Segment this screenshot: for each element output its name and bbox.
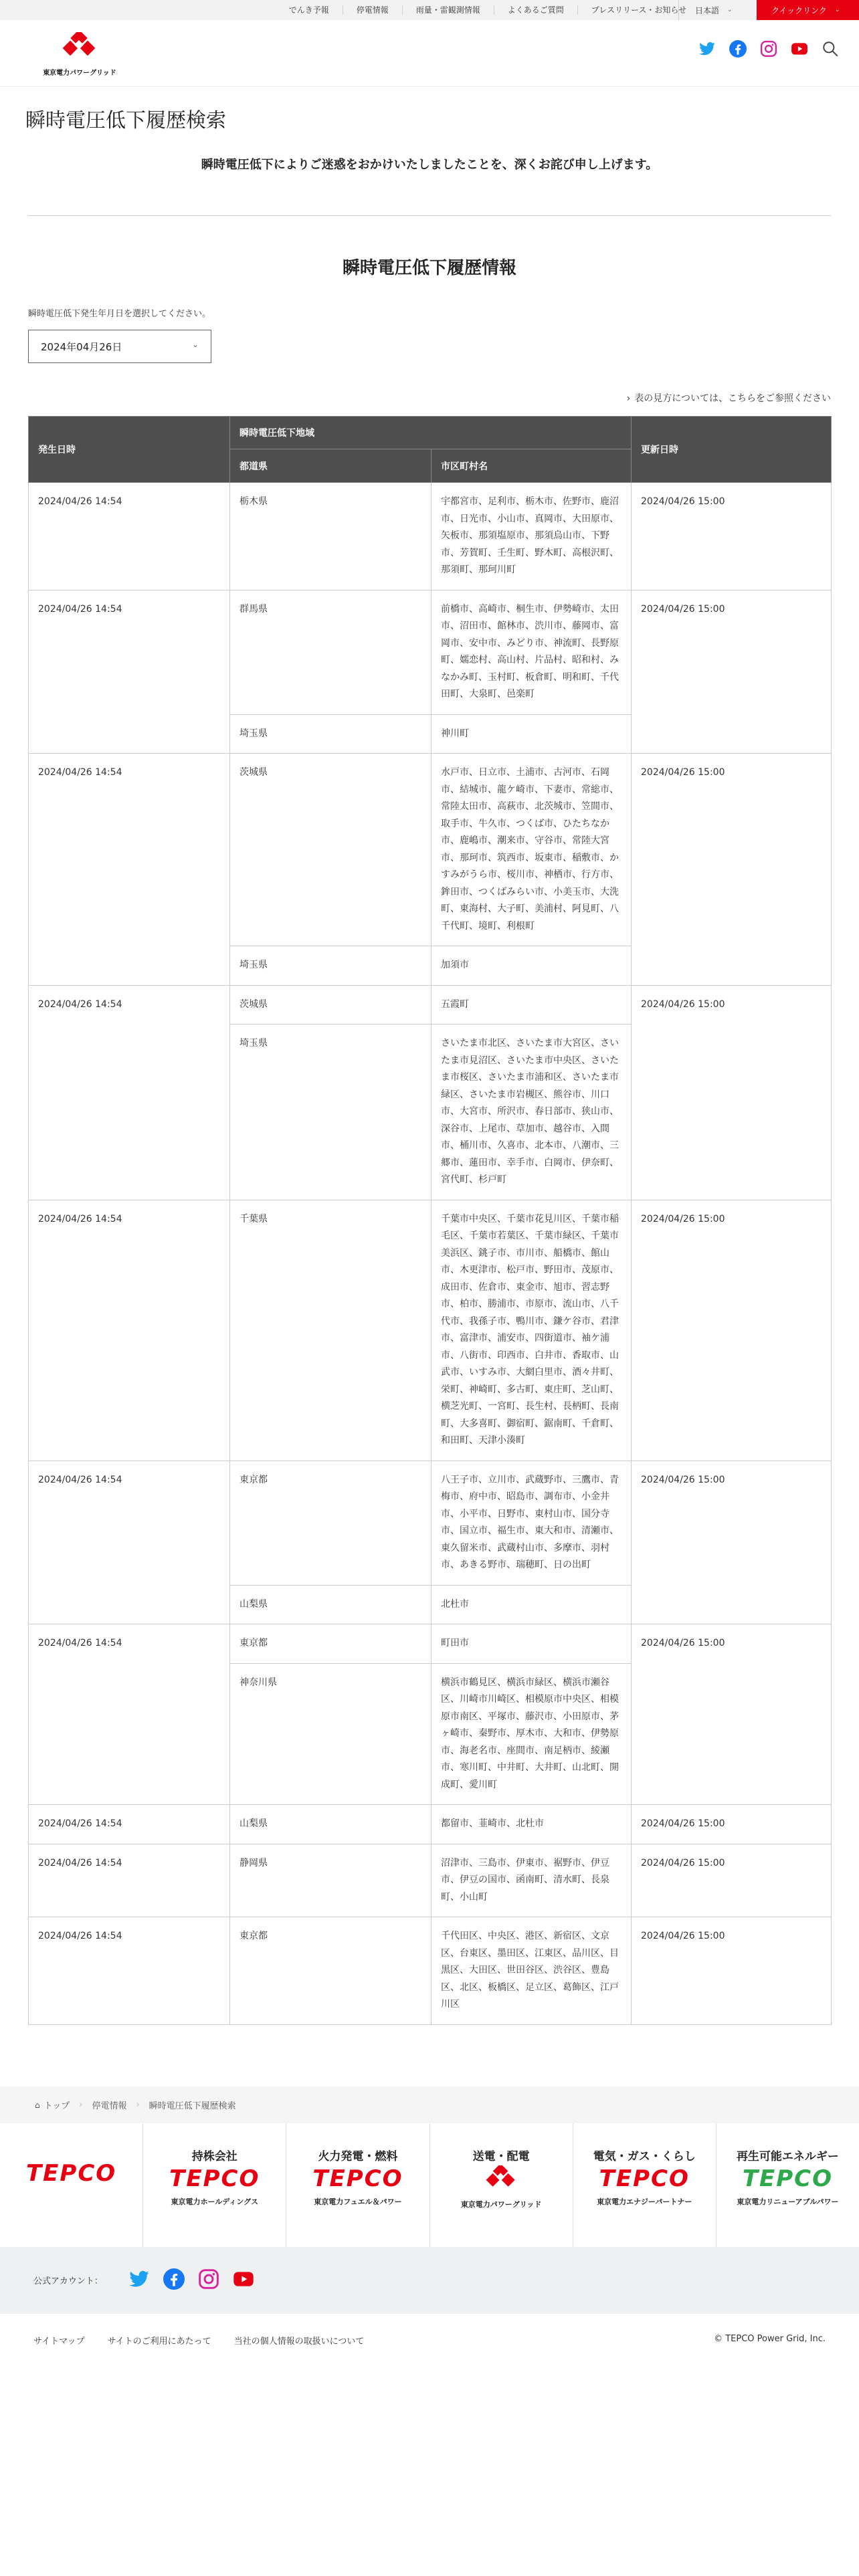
occurred-cell: 2024/04/26 14:54 [29, 590, 230, 754]
youtube-icon[interactable] [233, 2268, 254, 2290]
city-cell: 八王子市、立川市、武蔵野市、三鷹市、青梅市、府中市、昭島市、調布市、小金井市、小平市、日野市、東村山市、国分寺市、国立市、福生市、東大和市、清瀬市、東久留米市、武蔵村山市、多摩市、羽村市、あきる野市、瑞穂町、日の出町 [432, 1461, 632, 1585]
date-select[interactable] [28, 330, 211, 363]
prefecture-cell: 茨城県 [230, 985, 432, 1025]
occurred-cell: 2024/04/26 14:54 [29, 483, 230, 591]
language-select[interactable] [678, 0, 739, 20]
utility-nav [276, 0, 700, 20]
group-companies [0, 2123, 859, 2247]
chevron-down-icon: ⌄ [727, 7, 733, 13]
utility-bar [0, 0, 859, 20]
company-head: 電気・ガス・くらし [593, 2150, 696, 2163]
occurred-cell: 2024/04/26 14:54 [29, 985, 230, 1200]
table-row [29, 483, 832, 591]
city-cell: 北杜市 [432, 1585, 632, 1624]
breadcrumb-current: 瞬時電圧低下履歴検索 [149, 2101, 236, 2111]
breadcrumb-outage-info[interactable]: 停電情報 [92, 2101, 127, 2111]
nav-outage-info[interactable]: 停電情報 [343, 5, 402, 15]
prefecture-cell: 埼玉県 [230, 946, 432, 986]
updated-cell: 2024/04/26 15:00 [632, 754, 832, 986]
tepco-logo: TEPCO [25, 2160, 117, 2187]
twitter-icon[interactable] [698, 40, 716, 58]
table-row [29, 1200, 832, 1461]
company-fuel-power[interactable] [286, 2123, 429, 2247]
prefecture-cell: 栃木県 [230, 483, 432, 591]
date-select-value: 2024年04月26日 [41, 341, 122, 353]
city-cell: 町田市 [432, 1624, 632, 1664]
chevron-down-icon: ⌄ [834, 7, 840, 13]
updated-cell: 2024/04/26 15:00 [632, 1624, 832, 1805]
tepco-grid-logo-icon [486, 2165, 516, 2192]
chevron-right-icon: › [136, 2100, 140, 2110]
howto-link[interactable] [627, 391, 831, 405]
site-footer [0, 2314, 859, 2367]
youtube-icon[interactable] [791, 40, 808, 58]
instagram-icon[interactable] [198, 2268, 219, 2290]
prefecture-cell: 東京都 [230, 1624, 432, 1664]
occurred-cell: 2024/04/26 14:54 [29, 1461, 230, 1624]
footer-links [33, 2334, 387, 2347]
header-city: 市区町村名 [432, 449, 632, 483]
city-cell: 千代田区、中央区、港区、新宿区、文京区、台東区、墨田区、江東区、品川区、目黒区、大田区、世田谷区、渋谷区、豊島区、北区、板橋区、足立区、葛飾区、江戸川区 [432, 1917, 632, 2025]
occurred-cell: 2024/04/26 14:54 [29, 1805, 230, 1844]
site-logo[interactable] [29, 32, 130, 77]
howto-link-label: 表の見方については、こちらをご参照ください [634, 393, 831, 404]
date-select-label: 瞬時電圧低下発生年月日を選択してください。 [28, 309, 211, 319]
prefecture-cell: 静岡県 [230, 1844, 432, 1917]
tepco-logo: TEPCO [742, 2165, 834, 2192]
city-cell: さいたま市北区、さいたま市大宮区、さいたま市見沼区、さいたま市中央区、さいたま市桜区、さいたま市浦和区、さいたま市緑区、さいたま市岩槻区、熊谷市、川口市、大宮市、所沢市、春日部市、狭山市、深谷市、上尾市、草加市、越谷市、入間市、桶川市、久喜市、北本市、八潮市、三郷市、蓮田市、幸手市、白岡市、伊奈町、宮代町、杉戸町 [432, 1025, 632, 1200]
updated-cell: 2024/04/26 15:00 [632, 1805, 832, 1844]
table-row [29, 590, 832, 714]
header-occurred: 発生日時 [29, 417, 230, 483]
city-cell: 神川町 [432, 714, 632, 754]
facebook-icon[interactable] [729, 40, 747, 58]
updated-cell: 2024/04/26 15:00 [632, 1200, 832, 1461]
apology-message: 瞬時電圧低下によりご迷惑をおかけいたしましたことを、深くお詫び申し上げます。 [201, 158, 658, 172]
updated-cell: 2024/04/26 15:00 [632, 1461, 832, 1624]
footer-link-privacy[interactable]: 当社の個人情報の取扱いについて [233, 2337, 365, 2347]
nav-denki-yoho[interactable]: でんき予報 [288, 5, 329, 15]
occurred-cell: 2024/04/26 14:54 [29, 754, 230, 986]
updated-cell: 2024/04/26 15:00 [632, 590, 832, 754]
city-cell: 沼津市、三島市、伊東市、裾野市、伊豆市、伊豆の国市、函南町、清水町、長泉町、小山町 [432, 1844, 632, 1917]
chevron-right-icon: › [79, 2100, 83, 2110]
history-table [28, 416, 832, 2025]
breadcrumb-top[interactable]: トップ [43, 2101, 70, 2111]
header-prefecture: 都道県 [230, 449, 432, 483]
updated-cell: 2024/04/26 15:00 [632, 1917, 832, 2025]
prefecture-cell: 東京都 [230, 1917, 432, 2025]
logo-text: 東京電力パワーグリッド [43, 70, 116, 77]
prefecture-cell: 茨城県 [230, 754, 432, 946]
occurred-cell: 2024/04/26 14:54 [29, 1917, 230, 2025]
quick-link-button[interactable] [757, 0, 859, 20]
city-cell: 加須市 [432, 946, 632, 986]
search-icon[interactable] [822, 40, 839, 58]
nav-press-release[interactable]: プレスリリース・お知らせ [577, 5, 700, 15]
table-row [29, 1461, 832, 1585]
table-row [29, 1917, 832, 2025]
company-renewable-power[interactable] [716, 2123, 859, 2247]
table-row [29, 1844, 832, 1917]
chevron-down-icon: ⌄ [191, 340, 199, 349]
tepco-grid-logo-icon [62, 32, 97, 62]
occurred-cell: 2024/04/26 14:54 [29, 1844, 230, 1917]
city-cell: 横浜市鶴見区、横浜市緑区、横浜市瀬谷区、川崎市川崎区、相模原市中央区、相模原市南区、平塚市、藤沢市、小田原市、茅ヶ崎市、秦野市、厚木市、大和市、伊勢原市、海老名市、座間市、南足柄市、綾瀬市、寒川町、中井町、大井町、山北町、開成町、愛川町 [432, 1663, 632, 1805]
twitter-icon[interactable] [128, 2268, 150, 2290]
city-cell: 水戸市、日立市、土浦市、古河市、石岡市、結城市、龍ケ崎市、下妻市、常総市、常陸太田市、高萩市、北茨城市、笠間市、取手市、牛久市、つくば市、ひたちなか市、鹿嶋市、潮来市、守谷市、常陸大宮市、那珂市、筑西市、坂東市、稲敷市、かすみがうら市、桜川市、神栖市、行方市、鉾田市、つくばみらい市、小美玉市、大洗町、東海村、大子町、美浦村、阿見町、八千代町、境町、利根町 [432, 754, 632, 946]
header-social [698, 40, 839, 58]
language-label: 日本語 [695, 5, 720, 15]
city-cell: 五霞町 [432, 985, 632, 1025]
prefecture-cell: 埼玉県 [230, 714, 432, 754]
table-row [29, 1805, 832, 1844]
company-head: 持株会社 [191, 2150, 237, 2163]
table-row [29, 1624, 832, 1664]
updated-cell: 2024/04/26 15:00 [632, 1844, 832, 1917]
table-body [29, 483, 832, 2025]
prefecture-cell: 埼玉県 [230, 1025, 432, 1200]
updated-cell: 2024/04/26 15:00 [632, 483, 832, 591]
site-header [0, 20, 859, 87]
company-holdings[interactable] [142, 2123, 286, 2247]
company-name: 東京電力フュエル＆パワー [314, 2197, 402, 2206]
company-tepco[interactable] [0, 2123, 142, 2247]
company-head: 火力発電・燃料 [318, 2150, 398, 2163]
facebook-icon[interactable] [163, 2268, 185, 2290]
chevron-right-icon: › [626, 393, 631, 404]
company-head [0, 2147, 142, 2160]
header-updated: 更新日時 [632, 417, 832, 483]
prefecture-cell: 神奈川県 [230, 1663, 432, 1805]
page-title: 瞬時電圧低下履歴検索 [25, 109, 226, 132]
company-head: 再生可能エネルギー [736, 2150, 839, 2163]
city-cell: 都留市、韮崎市、北杜市 [432, 1805, 632, 1844]
tepco-logo: TEPCO [169, 2165, 260, 2192]
home-icon: ⌂ [35, 2100, 40, 2110]
updated-cell: 2024/04/26 15:00 [632, 985, 832, 1200]
city-cell: 前橋市、高崎市、桐生市、伊勢崎市、太田市、沼田市、館林市、渋川市、藤岡市、富岡市、安中市、みどり市、神流町、長野原町、嬬恋村、高山村、片品村、昭和村、みなかみ町、玉村町、板倉町、明和町、千代田町、大泉町、邑楽町 [432, 590, 632, 714]
company-name: 東京電力ホールディングス [171, 2197, 259, 2206]
tepco-logo: TEPCO [599, 2165, 690, 2192]
official-accounts-icons [128, 2268, 254, 2290]
footer-link-sitemap[interactable]: サイトマップ [33, 2337, 85, 2347]
table-row [29, 985, 832, 1025]
company-name: 東京電力エナジーパートナー [597, 2197, 692, 2206]
nav-faq[interactable]: よくあるご質問 [494, 5, 577, 15]
prefecture-cell: 群馬県 [230, 590, 432, 714]
quick-link-label: クイックリンク [771, 5, 827, 15]
official-accounts [0, 2247, 859, 2314]
city-cell: 千葉市中央区、千葉市花見川区、千葉市稲毛区、千葉市若葉区、千葉市緑区、千葉市美浜区、銚子市、市川市、船橋市、館山市、木更津市、松戸市、野田市、茂原市、成田市、佐倉市、東金市、旭市、習志野市、柏市、勝浦市、市原市、流山市、八千代市、我孫子市、鴨川市、鎌ケ谷市、君津市、富津市、浦安市、四街道市、袖ケ浦市、八街市、印西市、白井市、香取市、山武市、いすみ市、大網白里市、酒々井町、栄町、神崎町、多古町、東庄町、芝山町、横芝光町、一宮町、長生村、長柄町、長南町、大多喜町、御宿町、鋸南町、千倉町、和田町、天津小湊町 [432, 1200, 632, 1461]
table-row [29, 754, 832, 946]
company-power-grid[interactable] [430, 2123, 573, 2247]
nav-rain-lightning[interactable]: 雨量・雷観測情報 [402, 5, 494, 15]
section-title: 瞬時電圧低下履歴情報 [342, 258, 516, 278]
prefecture-cell: 山梨県 [230, 1805, 432, 1844]
occurred-cell: 2024/04/26 14:54 [29, 1200, 230, 1461]
company-name: 東京電力パワーグリッド [460, 2200, 542, 2209]
company-name: 東京電力リニューアブルパワー [737, 2197, 839, 2206]
divider [28, 215, 831, 216]
footer-link-terms[interactable]: サイトのご利用にあたって [107, 2337, 211, 2347]
company-energy-partner[interactable] [573, 2123, 716, 2247]
tepco-logo: TEPCO [312, 2165, 403, 2192]
prefecture-cell: 東京都 [230, 1461, 432, 1585]
instagram-icon[interactable] [760, 40, 777, 58]
city-cell: 宇都宮市、足利市、栃木市、佐野市、鹿沼市、日光市、小山市、真岡市、大田原市、矢板市、那須塩原市、那須烏山市、下野市、芳賀町、壬生町、野木町、高根沢町、那須町、那珂川町 [432, 483, 632, 591]
official-accounts-label: 公式アカウント： [33, 2276, 103, 2286]
prefecture-cell: 山梨県 [230, 1585, 432, 1624]
copyright: © TEPCO Power Grid, Inc. [714, 2334, 826, 2344]
prefecture-cell: 千葉県 [230, 1200, 432, 1461]
header-area: 瞬時電圧低下地域 [230, 417, 632, 449]
occurred-cell: 2024/04/26 14:54 [29, 1624, 230, 1805]
company-head: 送電・配電 [472, 2150, 530, 2163]
breadcrumb [35, 2099, 236, 2111]
